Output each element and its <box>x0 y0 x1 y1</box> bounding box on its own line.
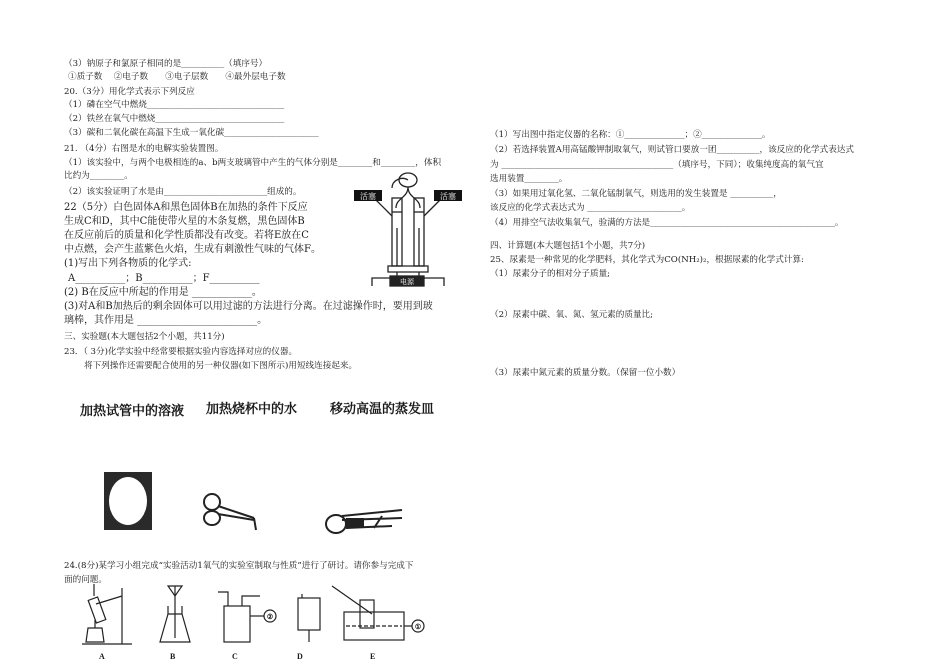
apparatus-label-a: A <box>99 652 105 661</box>
marker-2: ② <box>266 613 274 621</box>
q21-title: 21. （4分）右图是水的电解实验装置图。 <box>64 144 224 154</box>
q22-line-1: 22（5分）白色固体A和黑色固体B在加热的条件下反应 <box>64 202 308 213</box>
q22-line-4: 中点燃，会产生蓝紫色火焰，生成有刺激性气味的气体F。 <box>64 244 321 255</box>
q22-line-9: 璃棒，其作用是 ________________________。 <box>64 315 268 326</box>
q23-line-2: 将下列操作还需要配合使用的另一种仪器(如下图所示)用短线连接起来。 <box>84 361 358 371</box>
q22-line-2: 生成C和D，其中C能使带火星的木条复燃，黑色固体B <box>64 216 305 227</box>
q20-item-3: （3）碳和二氧化碳在高温下生成一氧化碳______________________ <box>64 128 319 138</box>
q25-item-2: （2）尿素中碳、氧、氮、氢元素的质量比; <box>490 310 654 320</box>
section-4-title: 四、计算题(本大题包括1个小题，共7分) <box>490 241 646 251</box>
section-3-title: 三、实验题(本大题包括2个小题，共11分) <box>64 332 225 342</box>
q24-item-3: （3）如果用过氧化氢、二氧化锰制氧气，则选用的发生装置是 __________， <box>490 189 782 199</box>
apparatus-label-b: B <box>170 652 176 661</box>
q25-item-1: （1）尿素分子的相对分子质量; <box>490 269 611 279</box>
electrolysis-apparatus-figure <box>352 168 464 288</box>
q20-title: 20.（3分）用化学式表示下列反应 <box>64 87 195 97</box>
q22-line-3: 在反应前后的质量和化学性质都没有改变。若将E放在C <box>64 230 309 241</box>
q19-options: ①质子数 ②电子数 ③电子层数 ④最外层电子数 <box>68 72 286 82</box>
q24-item-4: （4）用排空气法收集氧气，验满的方法是___________________________________________。 <box>490 218 844 228</box>
q25-item-3: （3）尿素中氮元素的质量分数。（保留一位小数） <box>490 368 681 378</box>
apparatus-label-e: E <box>370 652 376 661</box>
q20-item-1: （1）磷在空气中燃烧________________________________ <box>64 100 285 110</box>
marker-1: ① <box>414 623 422 631</box>
power-label: 电源 <box>400 278 414 286</box>
q24-item-2-cont-2: 选用装置________。 <box>490 174 568 184</box>
valve-label-left: 活塞 <box>360 192 376 201</box>
q19-3-text: （3）钠原子和氯原子相同的是__________（填序号） <box>64 59 268 69</box>
q20-item-2: （2）铁丝在氧气中燃烧______________________________ <box>64 114 285 124</box>
crucible-tongs-figure <box>322 506 408 540</box>
q22-line-5: (1)写出下列各物质的化学式: <box>64 258 192 269</box>
q24-line-1: 24.(8分)某学习小组完成“实验活动1氧气的实验室制取与性质”进行了研讨。请你参与完成下 <box>64 561 414 571</box>
q22-line-7: (2) B在反应中所起的作用是 ____________。 <box>64 287 262 298</box>
q23-line-1: 23．（ 3分)化学实验中经常要根据实验内容选择对应的仪器。 <box>64 347 298 357</box>
q21-item-2: （2）该实验证明了水是由________________________组成的。 <box>64 187 302 197</box>
valve-label-right: 活塞 <box>440 192 456 201</box>
q25-title: 25、尿素是一种常见的化学肥料，其化学式为CO(NH₂)₂，根据尿素的化学式计算: <box>490 255 804 265</box>
q24-item-2-cont: 为 ________________________________________（填序号，下同）；收集纯度高的氧气宜 <box>490 160 824 170</box>
operation-1: 加热试管中的溶液 <box>80 404 185 419</box>
q22-line-6: A__________；B__________；F__________ <box>68 273 260 284</box>
q24-item-3-cont: 该反应的化学式表达式为 ______________________。 <box>490 203 691 213</box>
q21-item-1-cont: 比约为________。 <box>64 171 133 181</box>
test-tube-holder-figure <box>200 488 260 536</box>
asbestos-net-figure <box>102 470 154 532</box>
q21-item-1: （1）该实验中，与两个电极相连的a、b两支玻璃管中产生的气体分别是________和________，体积 <box>64 158 442 168</box>
oxygen-apparatus-figure <box>72 584 438 652</box>
operation-3: 移动高温的蒸发皿 <box>330 402 435 417</box>
q24-item-2: （2）若选择装置A用高锰酸钾制取氧气，则试管口要放一团__________，该反应的化学式表达式 <box>490 145 855 155</box>
apparatus-label-d: D <box>297 652 303 661</box>
q24-line-2: 面的问题。 <box>64 575 107 585</box>
operation-2: 加热烧杯中的水 <box>206 402 298 417</box>
apparatus-label-c: C <box>232 652 238 661</box>
q22-line-8: (3)对A和B加热后的剩余固体可以用过滤的方法进行分离。在过滤操作时，要用到玻 <box>64 301 433 312</box>
q24-item-1: （1）写出图中指定仪器的名称：①______________；②______________。 <box>490 130 771 140</box>
